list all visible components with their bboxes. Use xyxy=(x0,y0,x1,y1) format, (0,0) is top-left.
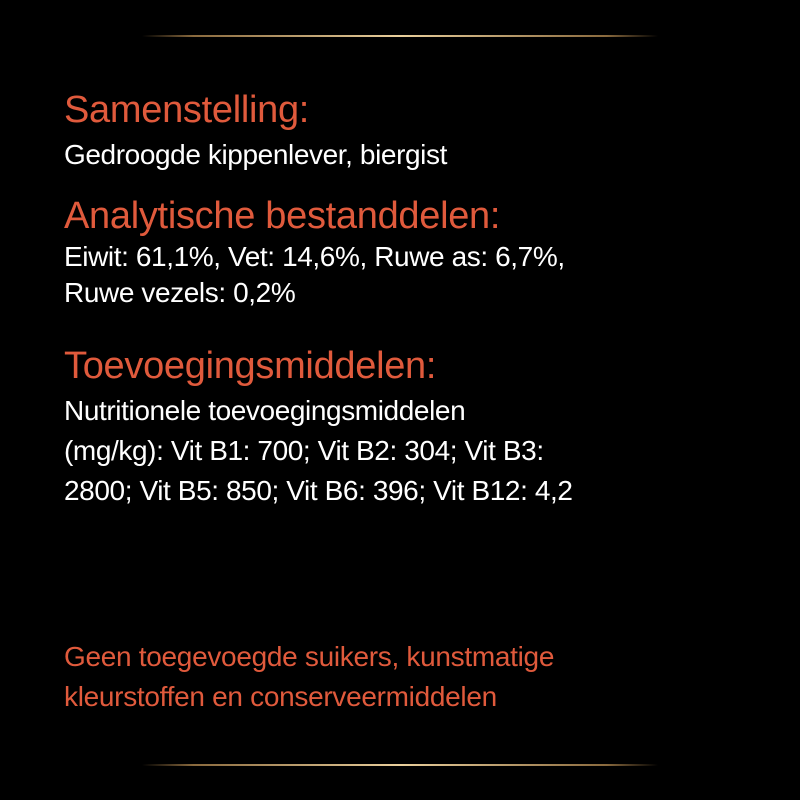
composition-text: Gedroogde kippenlever, biergist xyxy=(64,139,447,170)
footer-line-2: kleurstoffen en conserveermiddelen xyxy=(64,681,497,712)
analytical-heading: Analytische bestanddelen: xyxy=(64,195,501,237)
footer-line-1: Geen toegevoegde suikers, kunstmatige xyxy=(64,641,555,672)
content xyxy=(64,84,754,512)
section-composition xyxy=(64,84,754,176)
section-analytical xyxy=(64,190,754,314)
bottom-divider xyxy=(142,764,658,766)
analytical-line-2: Ruwe vezels: 0,2% xyxy=(64,277,296,308)
footer-note xyxy=(64,637,764,717)
top-divider xyxy=(142,35,658,37)
section-additives xyxy=(64,340,754,512)
composition-heading: Samenstelling: xyxy=(64,89,310,131)
additives-line-3: 2800; Vit B5: 850; Vit B6: 396; Vit B12: 4,2 xyxy=(64,475,573,506)
additives-line-2: (mg/kg): Vit B1: 700; Vit B2: 304; Vit B3: xyxy=(64,435,544,466)
analytical-line-1: Eiwit: 61,1%, Vet: 14,6%, Ruwe as: 6,7%, xyxy=(64,241,565,272)
additives-line-1: Nutritionele toevoegingsmiddelen xyxy=(64,395,466,426)
additives-heading: Toevoegingsmiddelen: xyxy=(64,345,437,387)
